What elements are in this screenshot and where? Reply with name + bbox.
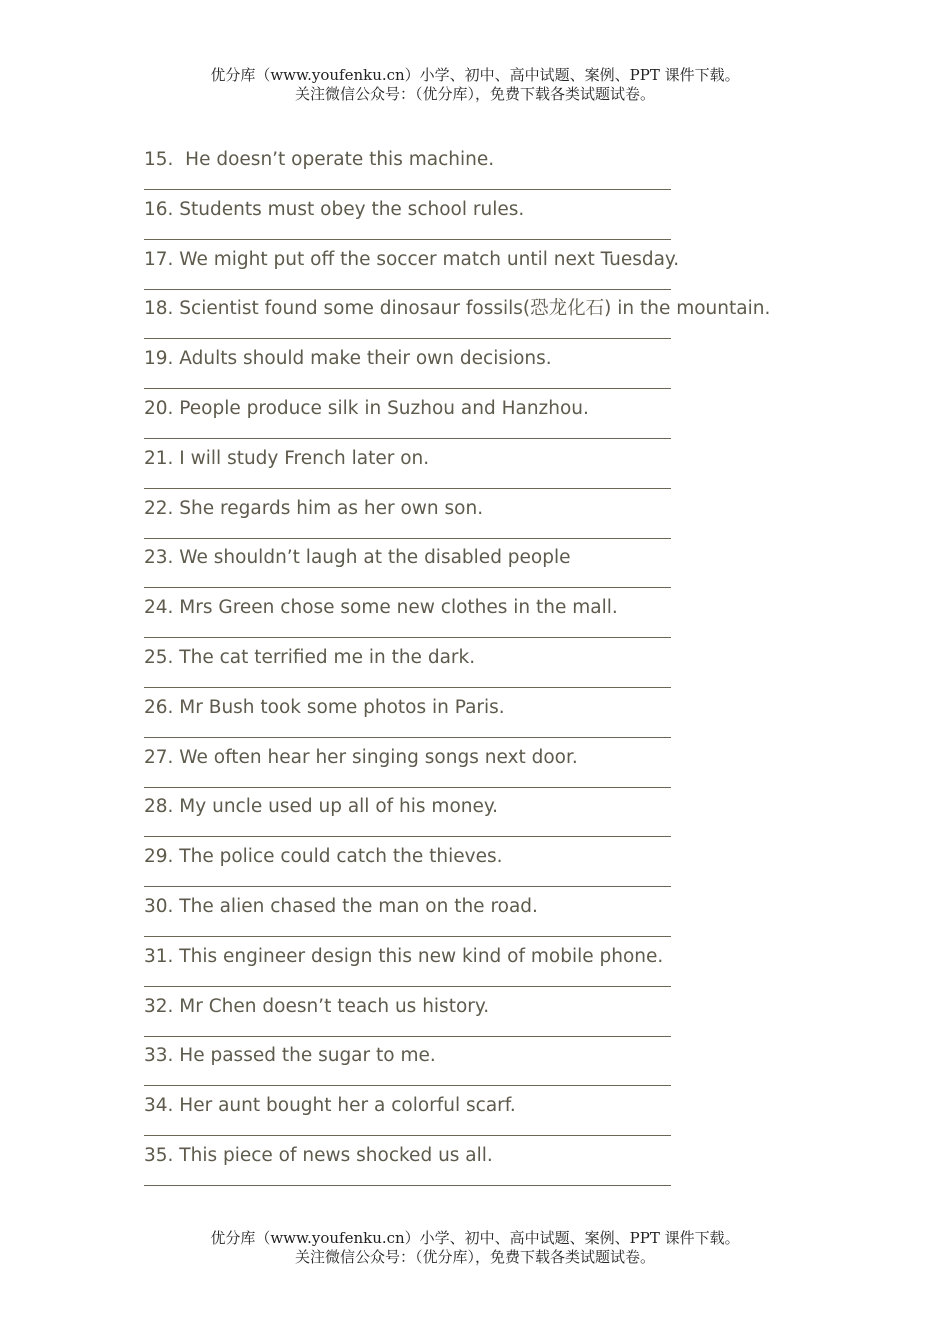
exercise-sentence: 18. Scientist found some dinosaur fossils(恐龙化石) in the mountain. [144,298,771,320]
answer-line [144,787,671,788]
header-line-2: 关注微信公众号：（优分库），免费下载各类试题试卷。 [294,85,655,103]
answer-line [144,388,671,389]
answer-line [144,737,671,738]
exercise-sentence: 22. She regards him as her own son. [144,497,484,519]
exercise-sentence: 31. This engineer design this new kind of mobile phone. [144,945,664,967]
exercise-item [144,892,924,942]
exercise-item [144,494,924,544]
exercise-item [144,842,924,892]
exercise-item [144,593,924,643]
answer-line [144,1085,671,1086]
exercise-item [144,992,924,1042]
answer-line [144,836,671,837]
exercise-item [144,394,924,444]
answer-line [144,289,671,290]
exercise-sentence: 25. The cat terrified me in the dark. [144,646,476,668]
exercise-item [144,145,924,195]
exercise-item [144,743,924,793]
exercise-sentence: 24. Mrs Green chose some new clothes in the mall. [144,597,618,619]
page-header [0,66,950,104]
answer-line [144,936,671,937]
exercise-item [144,195,924,245]
exercise-item [144,792,924,842]
exercise-sentence: 28. My uncle used up all of his money. [144,796,499,818]
exercise-sentence: 30. The alien chased the man on the road. [144,895,538,917]
answer-line [144,986,671,987]
exercise-item [144,942,924,992]
answer-line [144,538,671,539]
answer-line [144,1185,671,1186]
exercise-sentence: 21. I will study French later on. [144,447,430,469]
answer-line [144,637,671,638]
exercise-sentence: 27. We often hear her singing songs next door. [144,746,578,768]
answer-line [144,587,671,588]
header-line-1: 优分库（www.youfenku.cn）小学、初中、高中试题、案例、PPT 课件下载。 [210,66,740,84]
page-footer [0,1229,950,1267]
footer-line-2: 关注微信公众号：（优分库），免费下载各类试题试卷。 [294,1248,655,1266]
answer-line [144,886,671,887]
exercise-sentence: 19. Adults should make their own decisions. [144,348,552,370]
exercise-item [144,1091,924,1141]
exercise-item [144,294,924,344]
exercise-sentence: 34. Her aunt bought her a colorful scarf. [144,1095,516,1117]
exercise-sentence: 17. We might put off the soccer match until next Tuesday. [144,248,680,270]
exercise-sentence: 23. We shouldn’t laugh at the disabled people [144,547,571,569]
answer-line [144,488,671,489]
answer-line [144,189,671,190]
exercise-sentence: 20. People produce silk in Suzhou and Hanzhou. [144,397,589,419]
exercise-sentence: 16. Students must obey the school rules. [144,198,525,220]
answer-line [144,239,671,240]
exercise-sentence: 29. The police could catch the thieves. [144,846,503,868]
exercise-item [144,693,924,743]
exercise-sentence: 35. This piece of news shocked us all. [144,1144,493,1166]
exercise-sentence: 33. He passed the sugar to me. [144,1045,436,1067]
exercise-item [144,1141,924,1191]
answer-line [144,687,671,688]
answer-line [144,1036,671,1037]
exercise-item [144,444,924,494]
answer-line [144,338,671,339]
exercise-item [144,543,924,593]
exercise-list [144,145,924,1191]
answer-line [144,1135,671,1136]
exercise-sentence: 15. He doesn’t operate this machine. [144,149,495,170]
exercise-sentence: 26. Mr Bush took some photos in Paris. [144,696,505,718]
exercise-item [144,643,924,693]
exercise-item [144,1041,924,1091]
footer-line-1: 优分库（www.youfenku.cn）小学、初中、高中试题、案例、PPT 课件下载。 [210,1229,740,1247]
exercise-item [144,245,924,295]
answer-line [144,438,671,439]
exercise-item [144,344,924,394]
exercise-sentence: 32. Mr Chen doesn’t teach us history. [144,995,490,1017]
